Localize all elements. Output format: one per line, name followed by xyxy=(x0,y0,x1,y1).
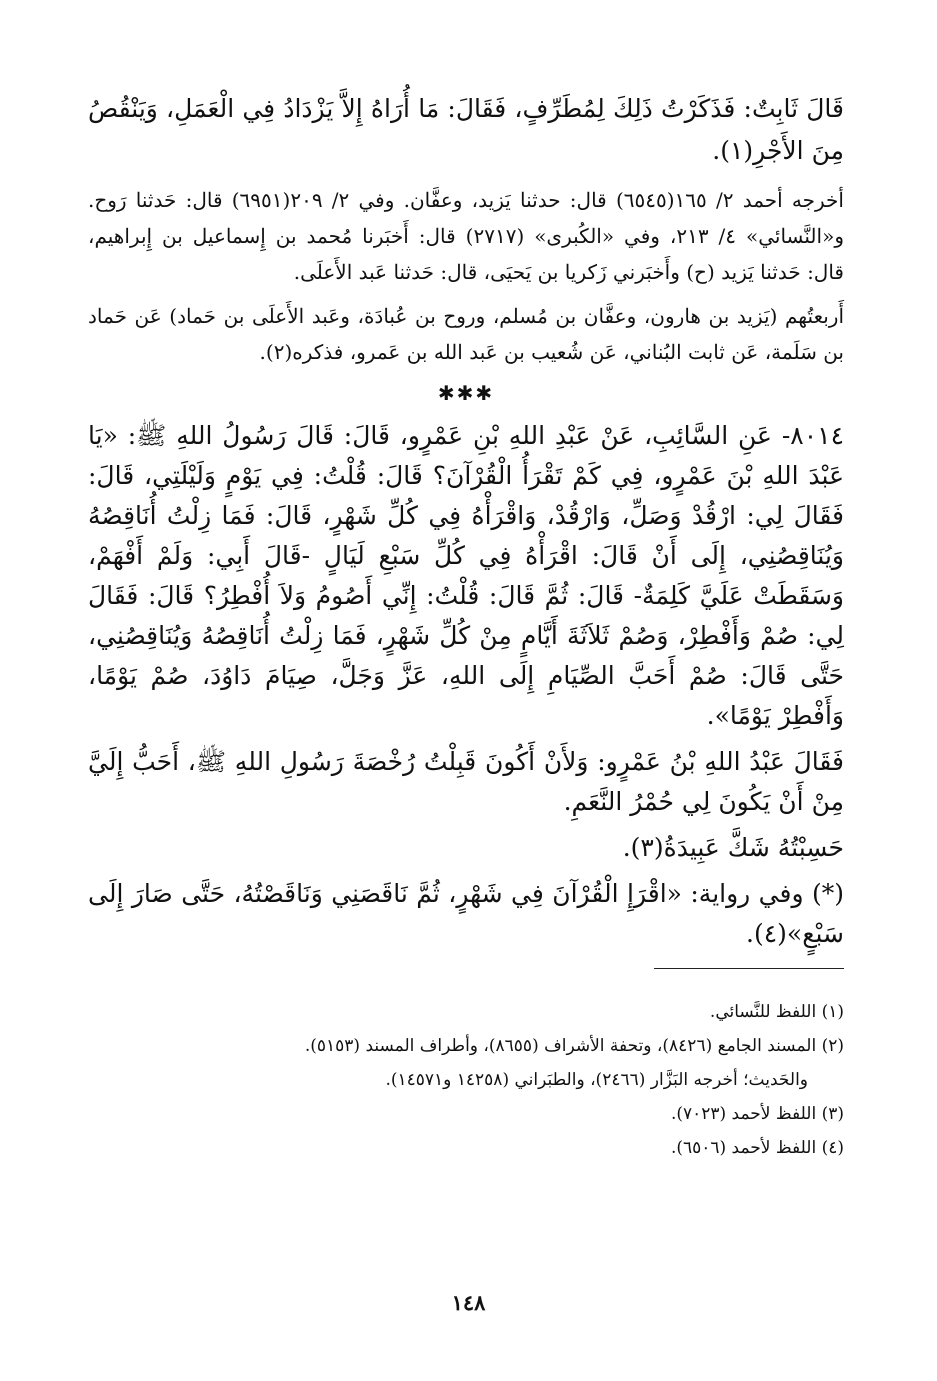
section-separator: ✱✱✱ xyxy=(437,381,495,405)
footnote-divider xyxy=(654,968,844,969)
footnote-2: (٢) المسند الجامع (٨٤٢٦)، وتحفة الأشراف (٨٦٥٥)، وأطراف المسند (٥١٥٣). xyxy=(304,1036,844,1056)
hadith-saying: فَقَالَ عَبْدُ اللهِ بْنُ عَمْرٍو: وَلأَنْ أَكُونَ قَبِلْتُ رُخْصَةَ رَسُولِ اللهِ ﷺ، أَحَبُّ إِلَيَّ مِنْ أَنْ يَكُونَ لِي حُمْرُ النَّعَمِ. xyxy=(88,747,844,816)
intro-paragraph: قَالَ ثَابِتٌ: فَذَكَرْتُ ذَلِكَ لِمُطَرِّفٍ، فَقَالَ: مَا أُرَاهُ إِلاَّ يَزْدَادُ فِي الْعَمَلِ، وَيَنْقُصُ مِنَ الأَجْرِ(١). xyxy=(88,94,844,165)
hadith-text: عَنِ السَّائِبِ، عَنْ عَبْدِ اللهِ بْنِ عَمْرٍو، قَالَ: قَالَ رَسُولُ اللهِ ﷺ: «يَا عَبْدَ اللهِ بْنَ عَمْرٍو، فِي كَمْ تَقْرَأُ الْقُرْآنَ؟ قَالَ: قُلْتُ: فِي يَوْمٍ وَلَيْلَتِي، قَالَ: فَقَالَ لِي: ارْقُدْ وَصَلِّ، وَارْقُدْ، وَاقْرَأْهُ فِي كُلِّ شَهْرٍ، قَالَ: فَمَا زِلْتُ أُنَاقِصُهُ وَيُنَاقِصُنِي، إِلَى أَنْ قَالَ: اقْرَأْهُ فِي كُلِّ سَبْعِ لَيَالٍ -قَالَ أَبِي: وَلَمْ أَفْهَمْ، وَسَقَطَتْ عَلَيَّ كَلِمَةٌ- قَالَ: ثُمَّ قَالَ: قُلْتُ: إِنِّي أَصُومُ وَلاَ أُفْطِرُ؟ قَالَ: فَقَالَ لِي: صُمْ وَأَفْطِرْ، وَصُمْ ثَلاَثَةَ أَيَّامٍ مِنْ كُلِّ شَهْرٍ، فَمَا زِلْتُ أُنَاقِصُهُ وَيُنَاقِصُنِي، حَتَّى قَالَ: صُمْ أَحَبَّ الصِّيَامِ إِلَى اللهِ، عَزَّ وَجَلَّ، صِيَامَ دَاوُدَ، صُمْ يَوْمًا، وَأَفْطِرْ يَوْمًا». xyxy=(88,421,844,730)
hadith-number: ٨٠١٤- xyxy=(781,421,844,450)
takhrij-paragraph-2: أَربعتُهم (يَزيد بن هارون، وعفَّان بن مُسلم، وروح بن عُبادَة، وعَبد الأَعلَى بن حَماد) عَن حَماد بن سَلَمة، عَن ثابت البُناني، عَن شُعيب بن عَبد الله بن عَمرو، فذكره(٢). xyxy=(88,304,844,364)
page-body xyxy=(88,88,844,1165)
takhrij-paragraph-1: أخرجه أحمد ٢/ ١٦٥(٦٥٤٥) قال: حدثنا يَزيد، وعفَّان. وفي ٢/ ٢٠٩(٦٩٥١) قال: حَدثنا رَوح. و«النَّسائي» ٤/ ٢١٣، وفي «الكُبرى» (٢٧١٧) قال: أَخبَرنا مُحمد بن إِسماعيل بن إِبراهيم، قال: حَدثنا يَزيد (ح) وأَخبَرني زَكريا بن يَحيَى، قال: حَدثنا عَبد الأَعلَى. xyxy=(88,188,844,284)
hadith-note: حَسِبْتُهُ شَكَّ عَبِيدَةُ(٣). xyxy=(622,833,844,862)
footnote-2-continued: والحَديث؛ أخرجه البَزَّار (٢٤٦٦)، والطبَراني (١٤٢٥٨ و١٤٥٧١). xyxy=(385,1070,808,1090)
footnote-3: (٣) اللفظ لأحمد (٧٠٢٣). xyxy=(670,1104,844,1124)
footnote-4: (٤) اللفظ لأحمد (٦٥٠٦). xyxy=(670,1138,844,1158)
page-number: ١٤٨ xyxy=(451,1290,486,1315)
footnote-1: (١) اللفظ للنَّسائي. xyxy=(709,1002,844,1022)
hadith-paragraph xyxy=(88,416,844,736)
hadith-riwaya: (*) وفي رواية: «اقْرَإِ الْقُرْآنَ فِي شَهْرٍ، ثُمَّ نَاقَصَنِي وَنَاقَصْتُهُ، حَتَّى صَارَ إِلَى سَبْعٍ»(٤). xyxy=(88,879,844,948)
